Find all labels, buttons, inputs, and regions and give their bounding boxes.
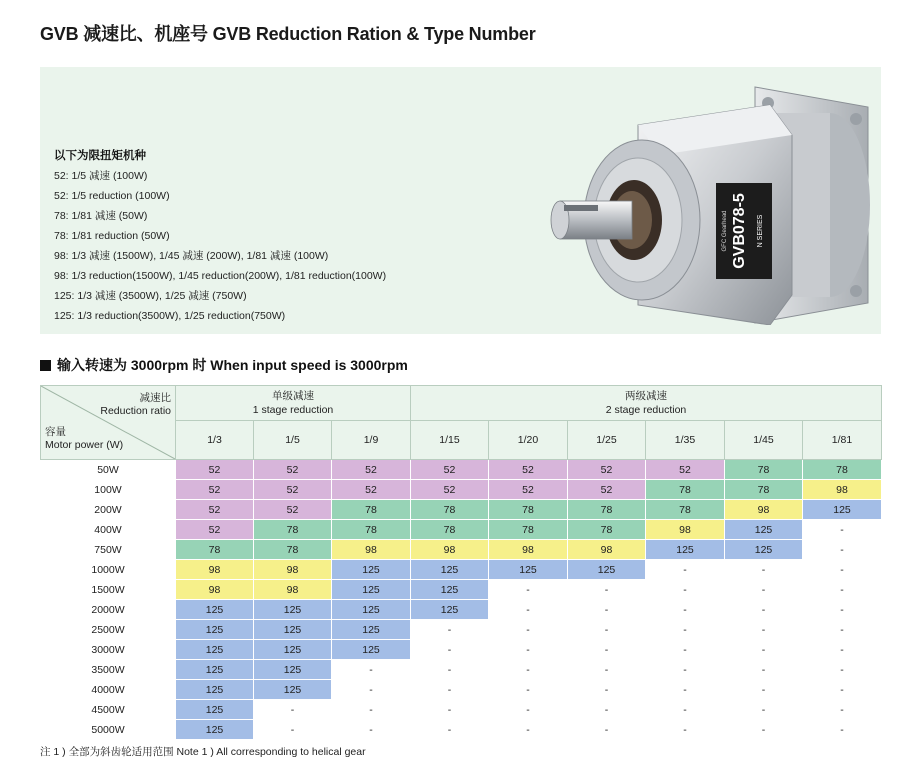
frame-size-cell: 52 <box>254 500 332 520</box>
frame-size-cell: - <box>803 700 882 720</box>
table-row <box>41 500 882 520</box>
frame-size-cell: - <box>489 600 568 620</box>
motor-power-cell: 200W <box>41 500 176 520</box>
frame-size-cell: 78 <box>489 500 568 520</box>
frame-size-cell: - <box>646 580 725 600</box>
frame-size-cell: - <box>646 720 725 740</box>
frame-size-cell: 125 <box>411 600 489 620</box>
frame-size-cell: 78 <box>332 520 411 540</box>
frame-size-cell: - <box>646 700 725 720</box>
ratio-header: 1/45 <box>725 421 803 460</box>
table-corner-header <box>41 386 176 460</box>
frame-size-cell: - <box>725 660 803 680</box>
motor-power-cell: 1000W <box>41 560 176 580</box>
frame-size-cell: - <box>568 640 646 660</box>
table-row <box>41 620 882 640</box>
frame-size-cell: 98 <box>332 540 411 560</box>
table-row <box>41 460 882 480</box>
frame-size-cell: 125 <box>332 600 411 620</box>
table-row <box>41 560 882 580</box>
frame-size-cell: 98 <box>254 580 332 600</box>
model-label-text: GVB078-5 <box>731 193 748 269</box>
frame-size-cell: 52 <box>332 480 411 500</box>
frame-size-cell: 52 <box>332 460 411 480</box>
frame-size-cell: 125 <box>725 540 803 560</box>
frame-size-cell: 52 <box>254 460 332 480</box>
table-row <box>41 640 882 660</box>
frame-size-cell: - <box>568 700 646 720</box>
ratio-header: 1/81 <box>803 421 882 460</box>
motor-power-cell: 1500W <box>41 580 176 600</box>
frame-size-cell: - <box>489 580 568 600</box>
table-row <box>41 660 882 680</box>
frame-size-cell: - <box>489 720 568 740</box>
frame-size-cell: 52 <box>411 480 489 500</box>
frame-size-cell: - <box>803 720 882 740</box>
info-line: 52: 1/5 reduction (100W) <box>54 190 170 202</box>
frame-size-cell: 125 <box>176 660 254 680</box>
ratio-header: 1/5 <box>254 421 332 460</box>
frame-size-cell: - <box>725 620 803 640</box>
frame-size-cell: - <box>725 700 803 720</box>
motor-power-cell: 750W <box>41 540 176 560</box>
frame-size-cell: 125 <box>803 500 882 520</box>
frame-size-cell: 78 <box>568 500 646 520</box>
frame-size-cell: 98 <box>489 540 568 560</box>
frame-size-cell: - <box>803 560 882 580</box>
table-row <box>41 520 882 540</box>
frame-size-cell: - <box>725 720 803 740</box>
group-header-1-stage: 单级减速 1 stage reduction <box>176 386 411 421</box>
frame-size-cell: 78 <box>489 520 568 540</box>
frame-size-cell: 125 <box>568 560 646 580</box>
frame-size-cell: - <box>489 620 568 640</box>
info-heading: 以下为限扭矩机种 <box>54 150 146 162</box>
frame-size-cell: - <box>803 620 882 640</box>
frame-size-cell: 52 <box>568 480 646 500</box>
frame-size-cell: - <box>725 640 803 660</box>
info-list <box>54 166 386 326</box>
frame-size-cell: 78 <box>332 500 411 520</box>
page-title: GVB 减速比、机座号 GVB Reduction Ration & Type Number <box>40 24 536 44</box>
frame-size-cell: 125 <box>725 520 803 540</box>
frame-size-cell: - <box>411 620 489 640</box>
info-line: 78: 1/81 reduction (50W) <box>54 230 170 242</box>
table-row <box>41 680 882 700</box>
ratio-header: 1/15 <box>411 421 489 460</box>
frame-size-cell: 98 <box>646 520 725 540</box>
frame-size-cell: 98 <box>725 500 803 520</box>
info-line: 125: 1/3 reduction(3500W), 1/25 reduction(750W) <box>54 310 286 322</box>
frame-size-cell: 125 <box>411 580 489 600</box>
frame-size-cell: - <box>646 620 725 640</box>
frame-size-cell: 98 <box>176 560 254 580</box>
motor-power-cell: 5000W <box>41 720 176 740</box>
motor-power-cell: 4000W <box>41 680 176 700</box>
ratio-header: 1/3 <box>176 421 254 460</box>
frame-size-cell: - <box>725 680 803 700</box>
table-row <box>41 480 882 500</box>
frame-size-cell: 98 <box>568 540 646 560</box>
frame-size-cell: 78 <box>725 480 803 500</box>
frame-size-cell: 52 <box>646 460 725 480</box>
frame-size-cell: - <box>411 640 489 660</box>
frame-size-cell: - <box>568 580 646 600</box>
ratio-header: 1/35 <box>646 421 725 460</box>
frame-size-cell: - <box>646 640 725 660</box>
frame-size-cell: 78 <box>254 520 332 540</box>
frame-size-cell: 125 <box>332 580 411 600</box>
motor-power-cell: 3500W <box>41 660 176 680</box>
frame-size-cell: - <box>803 580 882 600</box>
table-row <box>41 720 882 740</box>
corner-power-label: 容量 Motor power (W) <box>45 426 124 451</box>
frame-size-cell: 125 <box>176 700 254 720</box>
frame-size-cell: - <box>568 600 646 620</box>
group-header-2-stage: 两级减速 2 stage reduction <box>411 386 882 421</box>
frame-size-cell: 52 <box>254 480 332 500</box>
frame-size-cell: 125 <box>332 620 411 640</box>
frame-size-cell: 125 <box>254 660 332 680</box>
motor-power-cell: 4500W <box>41 700 176 720</box>
frame-size-cell: 78 <box>725 460 803 480</box>
frame-size-cell: - <box>725 560 803 580</box>
ratio-header: 1/9 <box>332 421 411 460</box>
frame-size-cell: - <box>568 720 646 740</box>
frame-size-cell: 98 <box>254 560 332 580</box>
frame-size-cell: - <box>568 620 646 640</box>
frame-size-cell: - <box>489 640 568 660</box>
frame-size-cell: - <box>646 560 725 580</box>
table-body <box>41 460 882 740</box>
info-panel <box>40 67 881 334</box>
frame-size-cell: - <box>725 580 803 600</box>
frame-size-cell: 52 <box>568 460 646 480</box>
frame-size-cell: 125 <box>254 640 332 660</box>
frame-size-cell: 78 <box>411 520 489 540</box>
brand-label-text: GFC Gearhead <box>722 210 728 252</box>
footnote: 注 1 ) 全部为斜齿轮适用范围 Note 1 ) All corresponding to helical gear <box>40 746 366 758</box>
motor-power-cell: 3000W <box>41 640 176 660</box>
ratio-header: 1/20 <box>489 421 568 460</box>
corner-ratio-label: 减速比 Reduction ratio <box>100 392 171 417</box>
info-line: 78: 1/81 减速 (50W) <box>54 210 148 222</box>
frame-size-cell: - <box>411 660 489 680</box>
frame-size-cell: - <box>803 640 882 660</box>
frame-size-cell: 52 <box>489 480 568 500</box>
frame-size-cell: 52 <box>176 480 254 500</box>
frame-size-cell: - <box>411 680 489 700</box>
frame-size-cell: 98 <box>803 480 882 500</box>
square-bullet-icon <box>40 360 51 371</box>
frame-size-cell: 125 <box>176 620 254 640</box>
frame-size-cell: 125 <box>646 540 725 560</box>
frame-size-cell: - <box>332 720 411 740</box>
frame-size-cell: - <box>803 540 882 560</box>
gearbox-product-image <box>530 85 890 325</box>
table-row <box>41 580 882 600</box>
frame-size-cell: 125 <box>332 560 411 580</box>
motor-power-cell: 50W <box>41 460 176 480</box>
table-row <box>41 700 882 720</box>
frame-size-cell: - <box>332 660 411 680</box>
info-line: 52: 1/5 减速 (100W) <box>54 170 148 182</box>
table-row <box>41 540 882 560</box>
frame-size-cell: 125 <box>254 680 332 700</box>
frame-size-cell: 78 <box>803 460 882 480</box>
frame-size-cell: - <box>411 720 489 740</box>
info-line: 98: 1/3 reduction(1500W), 1/45 reduction(200W), 1/81 reduction(100W) <box>54 270 387 282</box>
frame-size-cell: 125 <box>332 640 411 660</box>
section-title: 输入转速为 3000rpm 时 When input speed is 3000rpm <box>40 355 408 375</box>
frame-size-cell: - <box>646 660 725 680</box>
frame-size-cell: 125 <box>176 680 254 700</box>
series-label-text: N SERIES <box>757 214 764 248</box>
motor-power-cell: 100W <box>41 480 176 500</box>
frame-size-cell: - <box>803 680 882 700</box>
frame-size-cell: - <box>568 660 646 680</box>
frame-size-cell: - <box>411 700 489 720</box>
frame-size-cell: - <box>254 700 332 720</box>
frame-size-cell: - <box>489 660 568 680</box>
frame-size-cell: 78 <box>646 500 725 520</box>
info-line: 125: 1/3 减速 (3500W), 1/25 减速 (750W) <box>54 290 247 302</box>
motor-power-cell: 2000W <box>41 600 176 620</box>
motor-power-cell: 2500W <box>41 620 176 640</box>
frame-size-cell: 125 <box>254 600 332 620</box>
frame-size-cell: - <box>489 700 568 720</box>
frame-size-cell: 52 <box>176 500 254 520</box>
frame-size-cell: 125 <box>411 560 489 580</box>
frame-size-cell: 98 <box>411 540 489 560</box>
frame-size-cell: 78 <box>568 520 646 540</box>
motor-power-cell: 400W <box>41 520 176 540</box>
frame-size-cell: - <box>489 680 568 700</box>
frame-size-cell: 78 <box>411 500 489 520</box>
frame-size-cell: - <box>646 680 725 700</box>
frame-size-cell: 125 <box>489 560 568 580</box>
frame-size-cell: - <box>803 600 882 620</box>
frame-size-cell: - <box>254 720 332 740</box>
frame-size-cell: 52 <box>411 460 489 480</box>
frame-size-cell: - <box>568 680 646 700</box>
frame-size-cell: - <box>803 520 882 540</box>
frame-size-cell: 52 <box>176 460 254 480</box>
table-row <box>41 600 882 620</box>
frame-size-cell: 78 <box>646 480 725 500</box>
frame-size-cell: 78 <box>254 540 332 560</box>
ratio-header: 1/25 <box>568 421 646 460</box>
frame-size-cell: - <box>725 600 803 620</box>
frame-size-cell: 125 <box>176 600 254 620</box>
frame-size-cell: 78 <box>176 540 254 560</box>
frame-size-cell: 125 <box>254 620 332 640</box>
frame-size-cell: 125 <box>176 720 254 740</box>
frame-size-cell: 52 <box>176 520 254 540</box>
info-line: 98: 1/3 减速 (1500W), 1/45 减速 (200W), 1/81 减速 (100W) <box>54 250 329 262</box>
frame-size-cell: 98 <box>176 580 254 600</box>
frame-size-cell: 52 <box>489 460 568 480</box>
frame-size-cell: 125 <box>176 640 254 660</box>
reduction-ratio-table <box>40 385 882 740</box>
frame-size-cell: - <box>332 680 411 700</box>
frame-size-cell: - <box>332 700 411 720</box>
frame-size-cell: - <box>803 660 882 680</box>
frame-size-cell: - <box>646 600 725 620</box>
